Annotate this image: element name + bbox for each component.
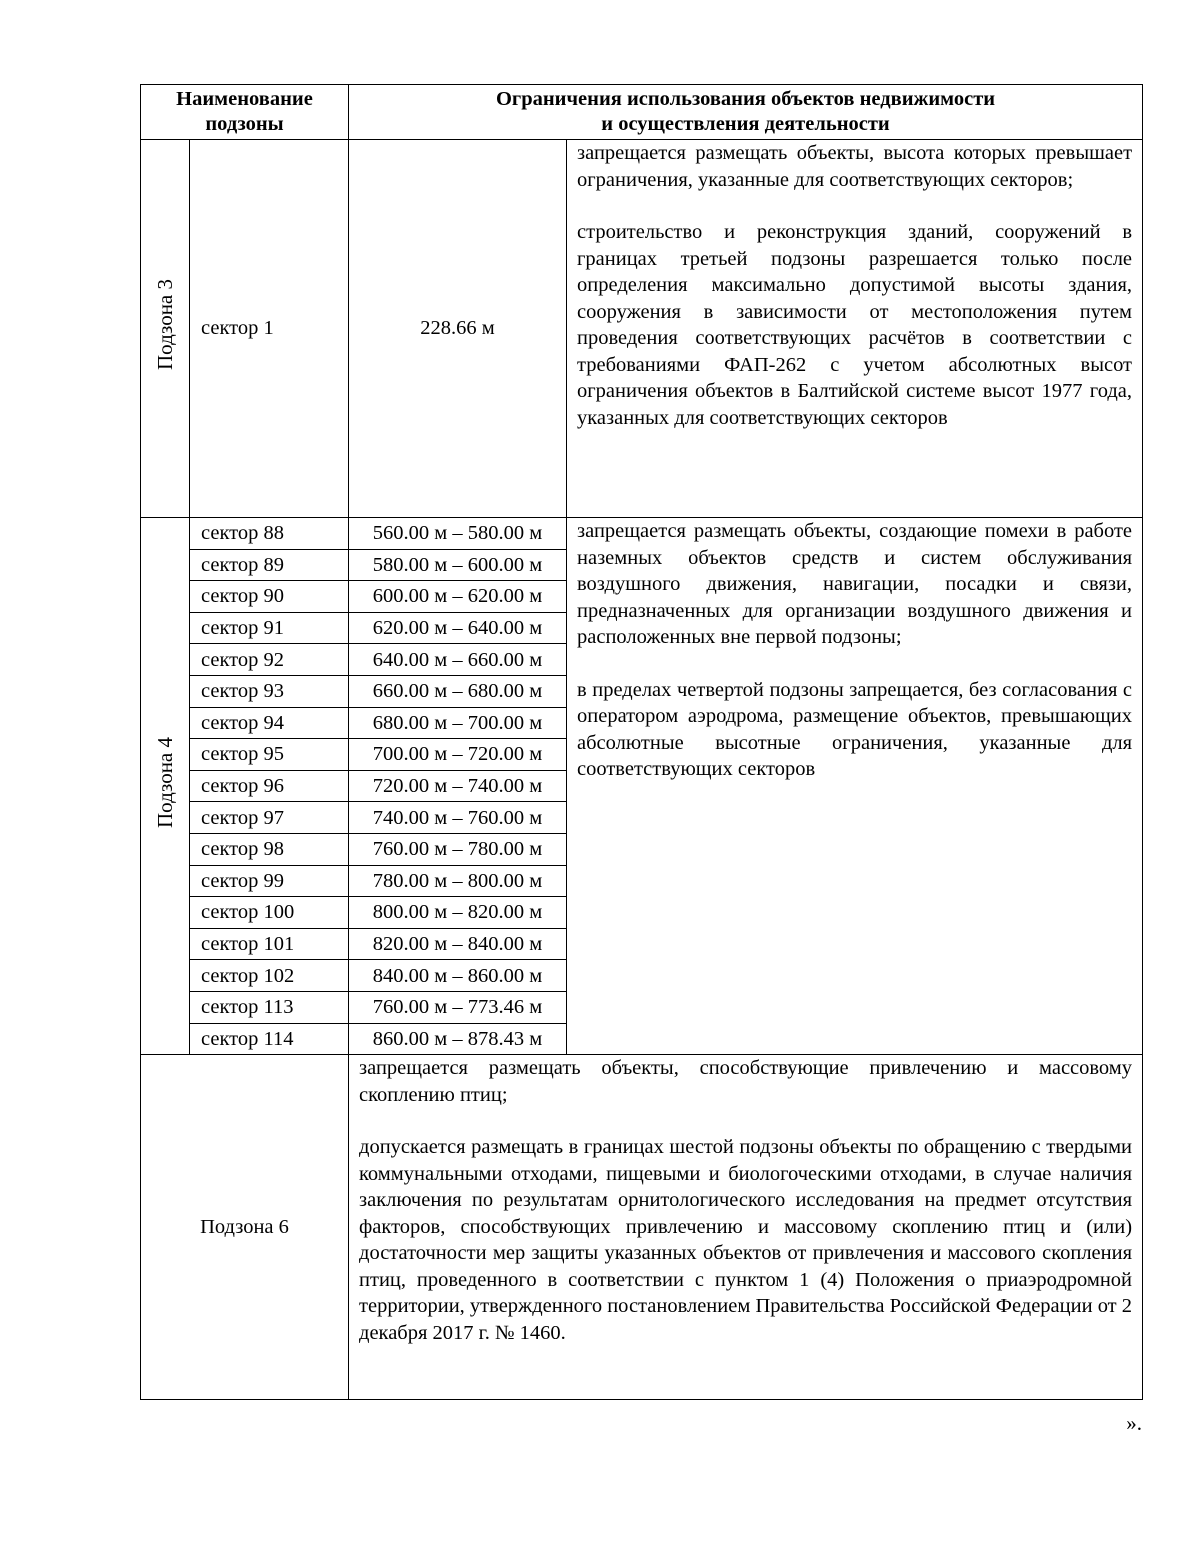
zone4-sector: сектор 95 (190, 739, 349, 771)
zone4-height: 620.00 м – 640.00 м (349, 612, 567, 644)
zone4-label-cell (141, 518, 190, 1055)
zone4-height: 840.00 м – 860.00 м (349, 960, 567, 992)
zone4-height: 600.00 м – 620.00 м (349, 581, 567, 613)
zone4-sector: сектор 96 (190, 770, 349, 802)
zone4-height: 780.00 м – 800.00 м (349, 865, 567, 897)
closing-quote-mark: ». (1126, 1411, 1142, 1435)
zone4-height: 660.00 м – 680.00 м (349, 675, 567, 707)
zone3-restrictions (567, 140, 1143, 518)
zone4-restrictions (567, 518, 1143, 1055)
zone4-height: 760.00 м – 780.00 м (349, 833, 567, 865)
zone4-sector: сектор 113 (190, 991, 349, 1023)
header-restrictions: Ограничения использования объектов недвижимости и осуществления деятельности (349, 85, 1143, 140)
zone4-height: 720.00 м – 740.00 м (349, 770, 567, 802)
zone4-sector: сектор 91 (190, 612, 349, 644)
zone4-label: Подзона 4 (152, 736, 177, 828)
zone3-sector: сектор 1 (190, 140, 349, 518)
table-header-row (141, 85, 1143, 140)
restrictions-table (140, 84, 1143, 1400)
zone3-label-cell (141, 140, 190, 518)
zone3-label: Подзона 3 (152, 279, 177, 371)
zone4-sector: сектор 94 (190, 707, 349, 739)
zone6-row (141, 1055, 1143, 1400)
zone4-sector: сектор 88 (190, 518, 349, 550)
zone4-sector: сектор 114 (190, 1023, 349, 1055)
zone4-height: 800.00 м – 820.00 м (349, 897, 567, 929)
zone4-sector: сектор 90 (190, 581, 349, 613)
zone6-restrictions (349, 1055, 1143, 1400)
zone3-restriction-p1: запрещается размещать объекты, высота которых превышает ограничения, указанные для соответствующих секторов; (577, 142, 1133, 191)
zone4-sector: сектор 100 (190, 897, 349, 929)
zone6-restriction-p1: запрещается размещать объекты, способствующие привлечению и массовому скоплению птиц; (359, 1057, 1133, 1106)
zone4-height: 760.00 м – 773.46 м (349, 991, 567, 1023)
zone4-height: 580.00 м – 600.00 м (349, 549, 567, 581)
zone6-label: Подзона 6 (141, 1055, 349, 1400)
zone4-sector-row (141, 518, 1143, 550)
zone4-sector: сектор 92 (190, 644, 349, 676)
zone3-row (141, 140, 1143, 518)
zone4-restriction-p2: в пределах четвертой подзоны запрещается, без согласования с оператором аэродрома, размещение объектов, превышающих абсолютные высотные ограничения, указанные для соответствующих секторов (577, 678, 1133, 780)
zone3-restriction-p2: строительство и реконструкция зданий, сооружений в границах третьей подзоны разрешается только после определения максимально допустимой высоты здания, сооружения в зависимости от местоположения путем проведения соответствующих расчётов в соответствии с требованиями ФАП-262 с учетом абсолютных высот ограничения объектов в Балтийской системе высот 1977 года, указанных для соответствующих секторов (577, 221, 1133, 429)
zone4-height: 860.00 м – 878.43 м (349, 1023, 567, 1055)
zone4-sector: сектор 97 (190, 802, 349, 834)
zone6-restriction-p2: допускается размещать в границах шестой подзоны объекты по обращению с твердыми коммунальными отходами, пищевыми и биологоческими отходами, в случае наличия заключения по результатам орнитологического исследования на предмет отсутствия факторов, способствующих привлечению и массовому скоплению птиц и (или) достаточности мер защиты указанных объектов от привлечения и массового скопления птиц, проведенного в соответствии с пунктом 1 (4) Положения о приаэродромной территории, утвержденного постановлением Правительства Российской Федерации от 2 декабря 2017 г. № 1460. (359, 1136, 1133, 1344)
zone4-sector: сектор 89 (190, 549, 349, 581)
zone4-height: 820.00 м – 840.00 м (349, 928, 567, 960)
zone4-height: 640.00 м – 660.00 м (349, 644, 567, 676)
zone4-sector: сектор 93 (190, 675, 349, 707)
header-subzone-name: Наименование подзоны (141, 85, 349, 140)
zone4-sector: сектор 101 (190, 928, 349, 960)
zone3-height: 228.66 м (349, 140, 567, 518)
zone4-height: 680.00 м – 700.00 м (349, 707, 567, 739)
zone4-height: 700.00 м – 720.00 м (349, 739, 567, 771)
zone4-sector: сектор 98 (190, 833, 349, 865)
zone4-height: 560.00 м – 580.00 м (349, 518, 567, 550)
zone4-restriction-p1: запрещается размещать объекты, создающие помехи в работе наземных объектов средств и систем обслуживания воздушного движения, навигации, посадки и связи, предназначенных для организации воздушного движения и расположенных вне первой подзоны; (577, 520, 1133, 648)
zone4-sector: сектор 102 (190, 960, 349, 992)
zone4-sector: сектор 99 (190, 865, 349, 897)
zone4-height: 740.00 м – 760.00 м (349, 802, 567, 834)
